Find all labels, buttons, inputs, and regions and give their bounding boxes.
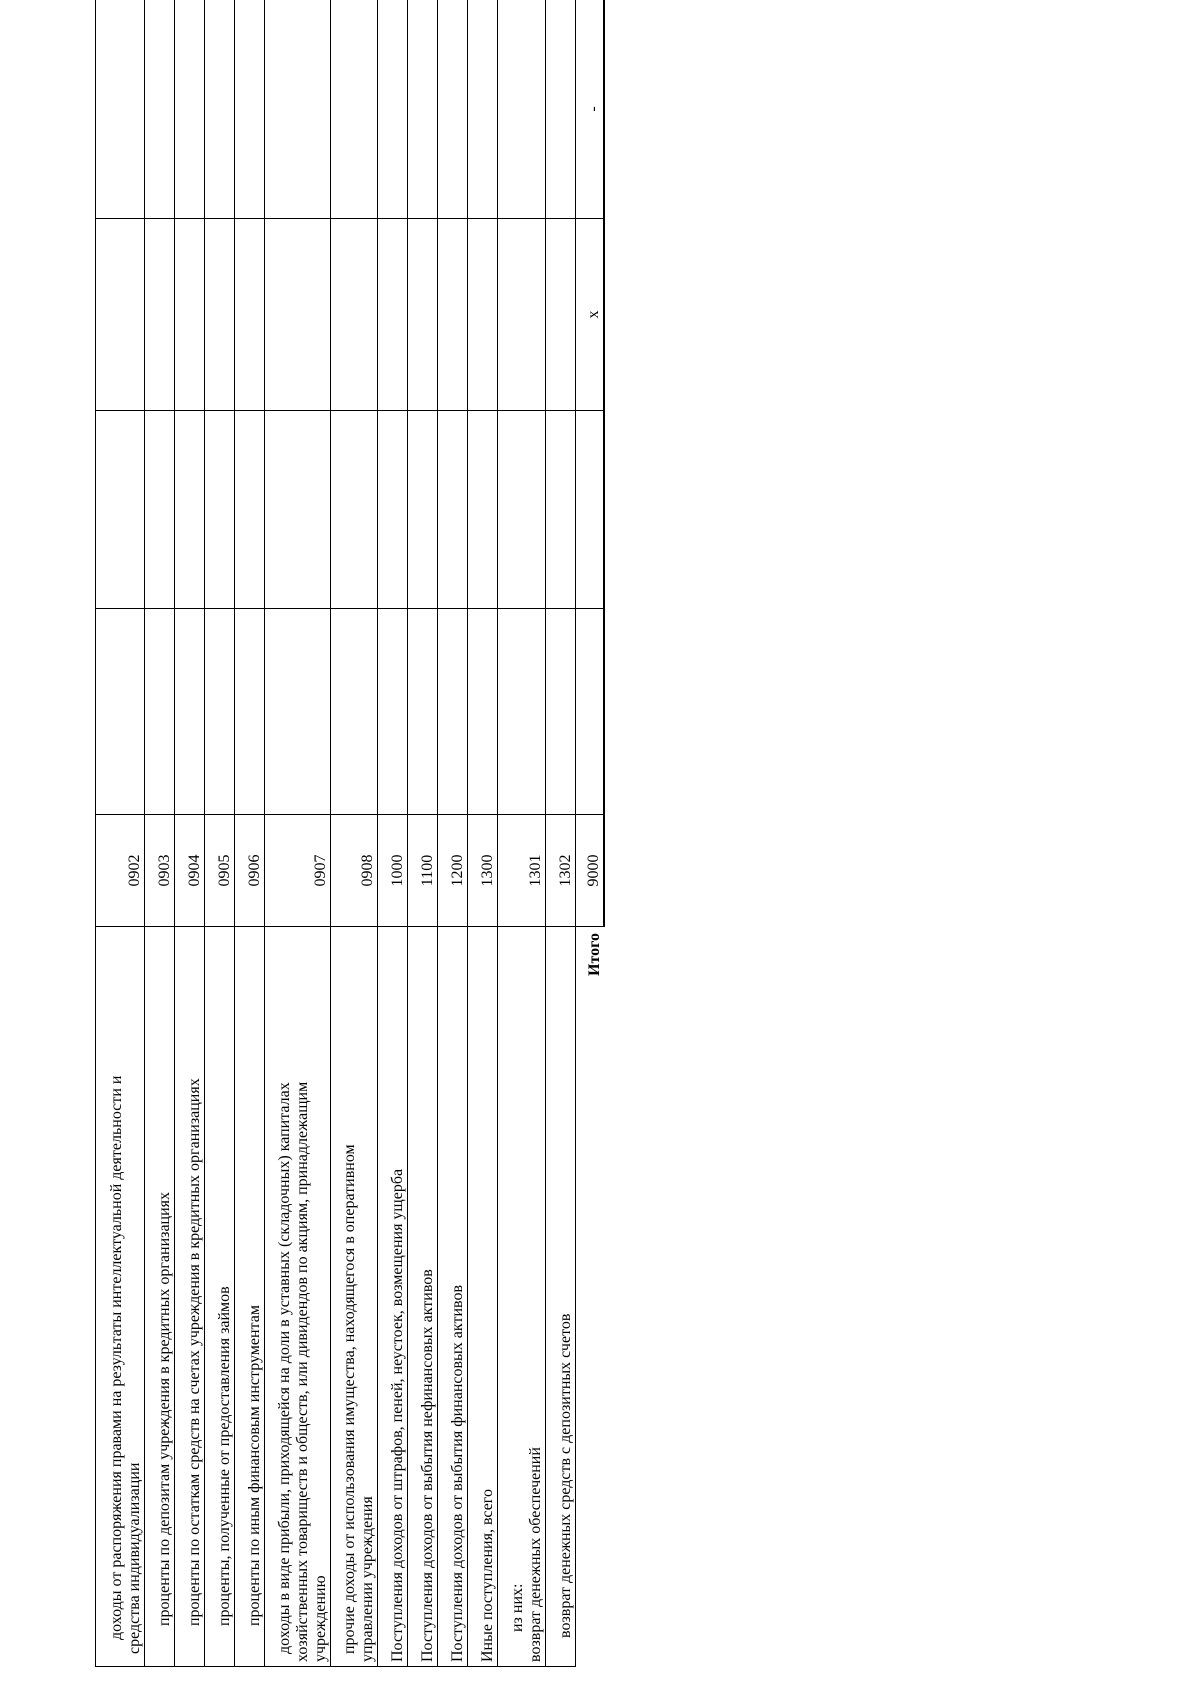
table-row — [96, 0, 145, 1667]
value-cell — [145, 0, 175, 219]
row-code: 0905 — [205, 815, 235, 927]
value-cell — [235, 219, 265, 411]
row-label: проценты по остаткам средств на счетах учреждения в кредитных организациях — [175, 927, 205, 1667]
value-cell — [576, 609, 604, 815]
value-cell — [378, 411, 408, 609]
row-label: Поступления доходов от выбытия финансовых активов — [438, 927, 468, 1667]
table-row — [205, 0, 235, 1667]
value-cell — [438, 219, 468, 411]
table-row — [145, 0, 175, 1667]
table-row — [235, 0, 265, 1667]
table-row — [378, 0, 408, 1667]
row-code: 0907 — [265, 815, 331, 927]
value-cell — [546, 411, 576, 609]
value-cell — [205, 411, 235, 609]
table-row — [175, 0, 205, 1667]
value-cell — [145, 609, 175, 815]
value-cell: - — [576, 0, 604, 219]
value-cell — [408, 609, 438, 815]
value-cell — [438, 609, 468, 815]
value-cell — [331, 411, 378, 609]
value-cell — [265, 0, 331, 219]
value-cell — [468, 0, 498, 219]
row-code: 1301 — [498, 815, 546, 927]
row-label: проценты, полученные от предоставления займов — [205, 927, 235, 1667]
value-cell: х — [576, 219, 604, 411]
value-cell — [265, 219, 331, 411]
value-cell — [96, 219, 145, 411]
value-cell — [265, 411, 331, 609]
row-code: 0908 — [331, 815, 378, 927]
table-row — [438, 0, 468, 1667]
row-code: 1302 — [546, 815, 576, 927]
row-label: доходы от распоряжения правами на результаты интеллектуальной деятельности и средства индивидуализации — [96, 927, 145, 1667]
total-label: Итого — [585, 933, 603, 976]
row-label: Поступления доходов от выбытия нефинансовых активов — [408, 927, 438, 1667]
value-cell — [145, 219, 175, 411]
row-code: 1200 — [438, 815, 468, 927]
table-row — [498, 0, 546, 1667]
income-table — [95, 0, 605, 1667]
value-cell — [498, 411, 546, 609]
row-label: доходы в виде прибыли, приходящейся на доли в уставных (складочных) капиталах хозяйственных товариществ и обществ, или дивидендов по акциям, принадлежащим учреждению — [265, 927, 331, 1667]
value-cell — [378, 0, 408, 219]
value-cell — [438, 411, 468, 609]
value-cell — [205, 0, 235, 219]
value-cell — [96, 609, 145, 815]
value-cell — [331, 0, 378, 219]
row-code: 0906 — [235, 815, 265, 927]
row-label: проценты по депозитам учреждения в кредитных организациях — [145, 927, 175, 1667]
value-cell — [235, 411, 265, 609]
value-cell — [468, 411, 498, 609]
value-cell — [175, 219, 205, 411]
value-cell — [96, 0, 145, 219]
value-cell — [96, 411, 145, 609]
value-cell — [408, 219, 438, 411]
row-label: Поступления доходов от штрафов, пеней, неустоек, возмещения ущерба — [378, 927, 408, 1667]
value-cell — [175, 411, 205, 609]
value-cell — [205, 609, 235, 815]
value-cell — [468, 219, 498, 411]
value-cell — [438, 0, 468, 219]
table-row — [468, 0, 498, 1667]
value-cell — [205, 219, 235, 411]
value-cell — [331, 219, 378, 411]
row-label: прочие доходы от использования имущества, находящегося в оперативном управлении учреждения — [331, 927, 378, 1667]
total-code: 9000 — [576, 815, 604, 927]
value-cell — [235, 0, 265, 219]
rotated-document-page — [95, 0, 641, 1667]
value-cell — [546, 0, 576, 219]
value-cell — [408, 0, 438, 219]
row-code: 0902 — [96, 815, 145, 927]
value-cell — [331, 609, 378, 815]
row-label: из них: возврат денежных обеспечений — [498, 927, 546, 1667]
table-row — [265, 0, 331, 1667]
total-row — [576, 0, 604, 1667]
value-cell — [546, 609, 576, 815]
value-cell — [378, 219, 408, 411]
row-label: проценты по иным финансовым инструментам — [235, 927, 265, 1667]
row-code: 1300 — [468, 815, 498, 927]
value-cell — [498, 609, 546, 815]
value-cell — [498, 219, 546, 411]
row-label: Иные поступления, всего — [468, 927, 498, 1667]
table-row — [331, 0, 378, 1667]
value-cell — [498, 0, 546, 219]
value-cell — [145, 411, 175, 609]
row-code: 0903 — [145, 815, 175, 927]
row-label: возврат денежных средств с депозитных счетов — [546, 927, 576, 1667]
row-code: 0904 — [175, 815, 205, 927]
table-row — [546, 0, 576, 1667]
value-cell — [175, 0, 205, 219]
value-cell — [378, 609, 408, 815]
value-cell — [175, 609, 205, 815]
row-code: 1100 — [408, 815, 438, 927]
value-cell — [265, 609, 331, 815]
row-code: 1000 — [378, 815, 408, 927]
value-cell — [468, 609, 498, 815]
value-cell — [408, 411, 438, 609]
value-cell — [235, 609, 265, 815]
value-cell — [546, 219, 576, 411]
table-row — [408, 0, 438, 1667]
value-cell — [576, 411, 604, 609]
